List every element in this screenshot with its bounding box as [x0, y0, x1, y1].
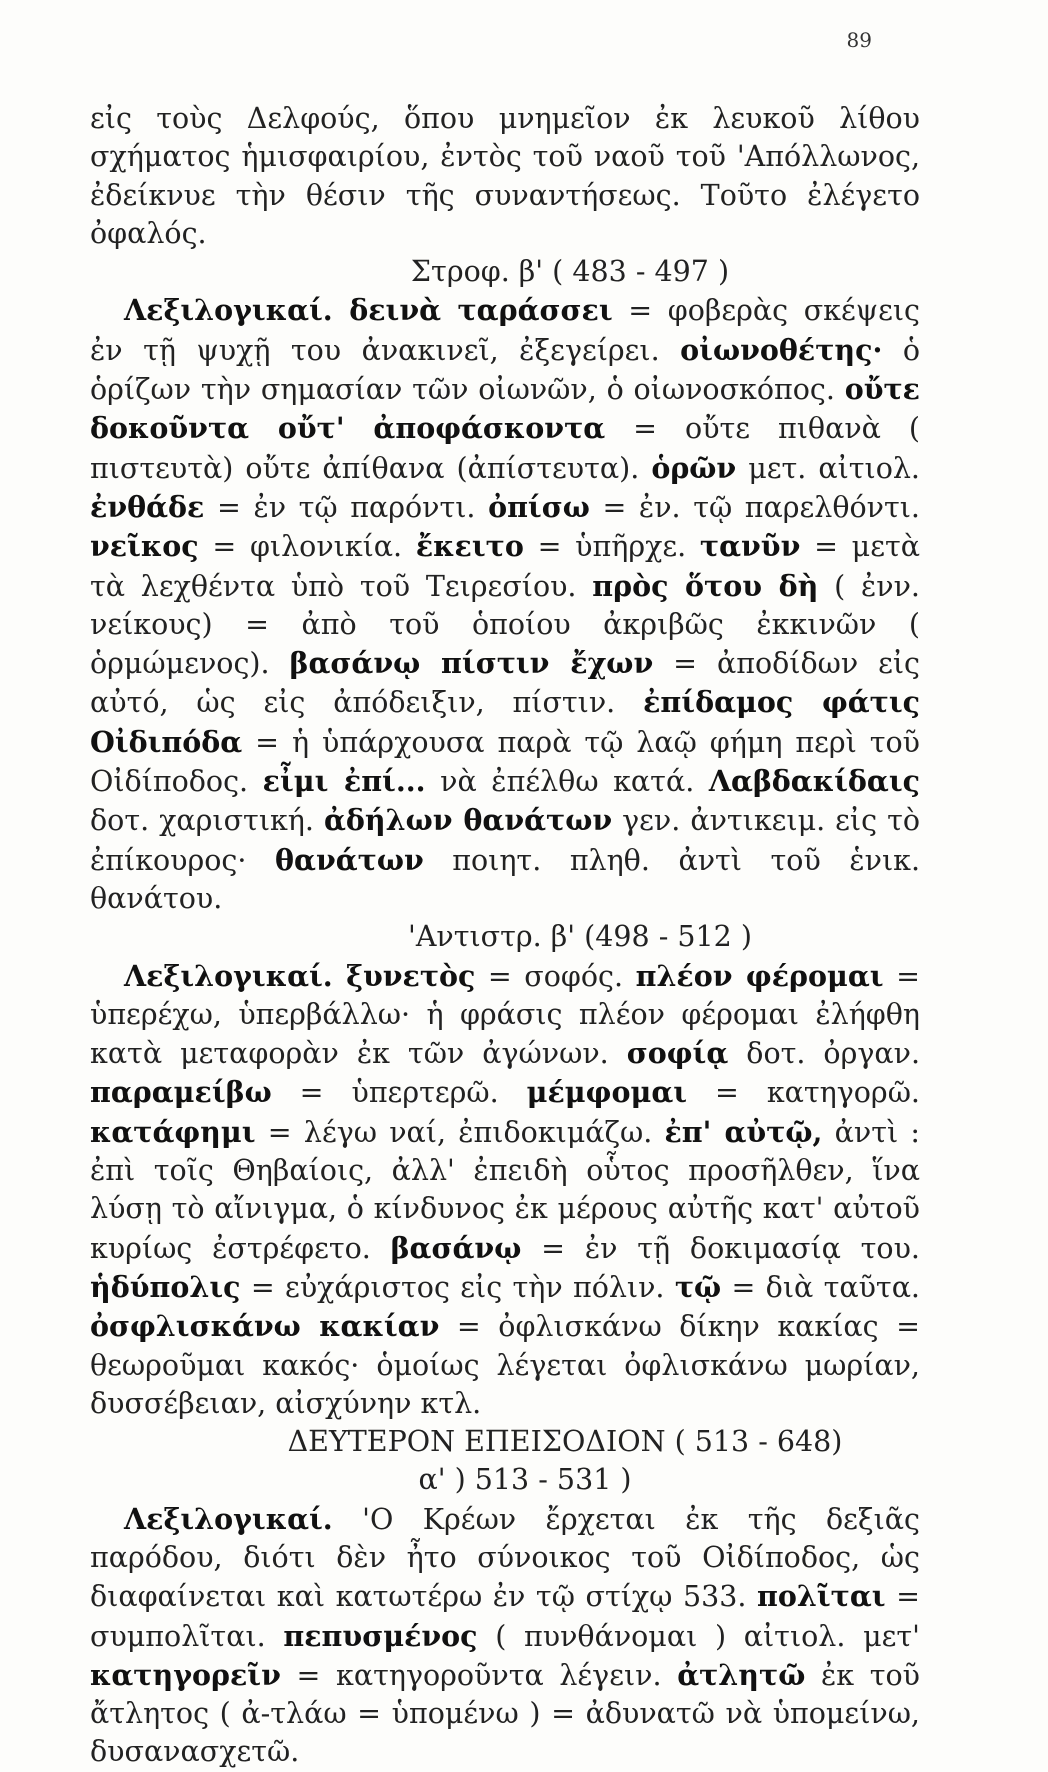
- gloss-entry: ἐνθάδε = ἐν τῷ παρόντι.: [90, 489, 489, 524]
- gloss-entry: Λεξιλογικαί. ξυνετὸς = σοφός.: [124, 958, 636, 993]
- body-text: [90, 100, 920, 1772]
- gloss-entry: βασάνῳ πίστιν ἔχων = ἀποδίδων εἰς αὐτό, ὡς εἰς ἀπόδειξιν, πίστιν.: [90, 646, 921, 720]
- glossary-paragraph-3: [90, 1500, 920, 1772]
- section-subheading: α' ) 513 - 531 ): [418, 1463, 632, 1497]
- gloss-entry: εἶμι ἐπί... νὰ ἐπέλθω κατά.: [262, 764, 709, 799]
- section-heading-antistrophe: 'Αντιστρ. β' (498 - 512 ): [408, 920, 752, 954]
- glossary-paragraph-2: [90, 957, 920, 1424]
- gloss-entry: Λεξιλογικαί. 'Ο Κρέων ἔρχεται ἐκ τῆς δεξιᾶς παρόδου, διότι δὲν ἦτο σύνοικος τοῦ Οἰδίποδος, ὡς διαφαίνεται καὶ κατωτέρω ἐν τῷ στίχῳ 533.: [90, 1501, 920, 1614]
- gloss-entry: κατάφημι = λέγω ναί, ἐπιδοκιμάζω.: [90, 1114, 665, 1149]
- gloss-entry: κατηγορεῖν = κατηγοροῦντα λέγειν.: [90, 1657, 678, 1692]
- gloss-entry: ἔκειτο = ὑπῆρχε.: [415, 529, 700, 564]
- gloss-entry: Λεξιλογικαί. δεινὰ ταράσσει = φοβερὰς σκέψεις ἐν τῇ ψυχῇ του ἀνακινεῖ, ἐξεγείρει.: [90, 293, 920, 367]
- gloss-entry: ὀπίσω = ἐν. τῷ παρελθόντι.: [488, 489, 920, 524]
- gloss-entry: μέμφομαι = κατηγορῶ.: [526, 1075, 920, 1110]
- gloss-entry: τῷ = διὰ ταῦτα.: [674, 1269, 920, 1304]
- gloss-entry: ἀτλητῶ ἐκ τοῦ ἄτλητος ( ἀ-τλάω = ὑπομένω ) = ἀδυνατῶ νὰ ὑπομείνω, δυσανασχετῶ.: [90, 1657, 920, 1769]
- gloss-entry: βασάνῳ = ἐν τῇ δοκιμασίᾳ του.: [390, 1230, 920, 1265]
- gloss-entry: Λαβδακίδαις δοτ. χαριστική.: [90, 764, 920, 838]
- section-heading-strophe: Στροφ. β' ( 483 - 497 ): [410, 255, 730, 289]
- gloss-entry: παραμείβω = ὑπερτερῶ.: [90, 1075, 527, 1110]
- intro-paragraph: εἰς τοὺς Δελφούς, ὅπου μνημεῖον ἐκ λευκοῦ λίθου σχήματος ἡμισφαιρίου, ἐντὸς τοῦ ναοῦ τοῦ 'Απόλλωνος, ἐδείκνυε τὴν θέσιν τῆς συναντήσεως. Τοῦτο ἐλέγετο ὀφαλός.: [90, 102, 920, 250]
- gloss-entry: ὁρῶν μετ. αἰτιολ.: [651, 450, 920, 485]
- gloss-entry: ἐπ' αὐτῷ, ἀντὶ : ἐπὶ τοῖς Θηβαίοις, ἀλλ' ἐπειδὴ οὗτος προσῆλθεν, ἵνα λύσῃ τὸ αἴνιγμα, ὁ κίνδυνος ἐκ μέρους αὐτῆς κατ' αὐτοῦ κυρίως ἐστρέφετο.: [90, 1114, 920, 1265]
- gloss-entry: σοφίᾳ δοτ. ὀργαν.: [626, 1036, 921, 1071]
- gloss-entry: πρὸς ὅτου δὴ ( ἐνν. νείκους) = ἀπὸ τοῦ ὁποίου ἀκριβῶς ἐκκινῶν ( ὁρμώμενος).: [90, 568, 920, 681]
- gloss-entry: πολῖται = συμπολῖται.: [90, 1579, 920, 1653]
- page-number: 89: [846, 28, 872, 52]
- gloss-entry: πεπυσμένος ( πυνθάνομαι ) αἰτιολ. μετ': [283, 1618, 920, 1653]
- gloss-entry: ἀδήλων θανάτων γεν. ἀντικειμ. εἰς τὸ ἐπίκουρος·: [90, 803, 921, 877]
- gloss-entry: θανάτων ποιητ. πληθ. ἀντὶ τοῦ ἑνικ. θανάτου.: [90, 842, 920, 915]
- section-heading-episode: ΔΕΥΤΕΡΟΝ ΕΠΕΙΣΟΔΙΟΝ ( 513 - 648): [287, 1425, 843, 1459]
- gloss-entry: πλέον φέρομαι = ὑπερέχω, ὑπερβάλλω· ἡ φράσις πλέον φέρομαι ἐλήφθη κατὰ μεταφορὰν ἐκ τῶν ἀγώνων.: [90, 958, 920, 1071]
- gloss-entry: ἐπίδαμος φάτις Οἰδιπόδα = ἡ ὑπάρχουσα παρὰ τῷ λαῷ φήμη περὶ τοῦ Οἰδίποδος.: [90, 685, 920, 799]
- glossary-paragraph-1: [90, 291, 920, 918]
- gloss-entry: οὔτε δοκοῦντα οὔτ' ἀποφάσκοντα = οὔτε πιθανὰ ( πιστευτὰ) οὔτε ἀπίθανα (ἀπίστευτα).: [90, 372, 920, 485]
- gloss-entry: ἡδύπολις = εὐχάριστος εἰς τὴν πόλιν.: [90, 1269, 675, 1304]
- gloss-entry: τανῦν = μετὰ τὰ λεχθέντα ὑπὸ τοῦ Τειρεσίου.: [90, 529, 920, 603]
- gloss-entry: νεῖκος = φιλονικία.: [90, 529, 416, 564]
- gloss-entry: ὀσφλισκάνω κακίαν = ὀφλισκάνω δίκην κακίας = θεωροῦμαι κακός· ὁμοίως λέγεται ὀφλισκάνω μωρίαν, δυσσέβειαν, αἰσχύνην κτλ.: [90, 1309, 921, 1420]
- gloss-entry: οἰωνοθέτης· ὁ ὁρίζων τὴν σημασίαν τῶν οἰωνῶν, ὁ οἰωνοσκόπος.: [90, 332, 920, 407]
